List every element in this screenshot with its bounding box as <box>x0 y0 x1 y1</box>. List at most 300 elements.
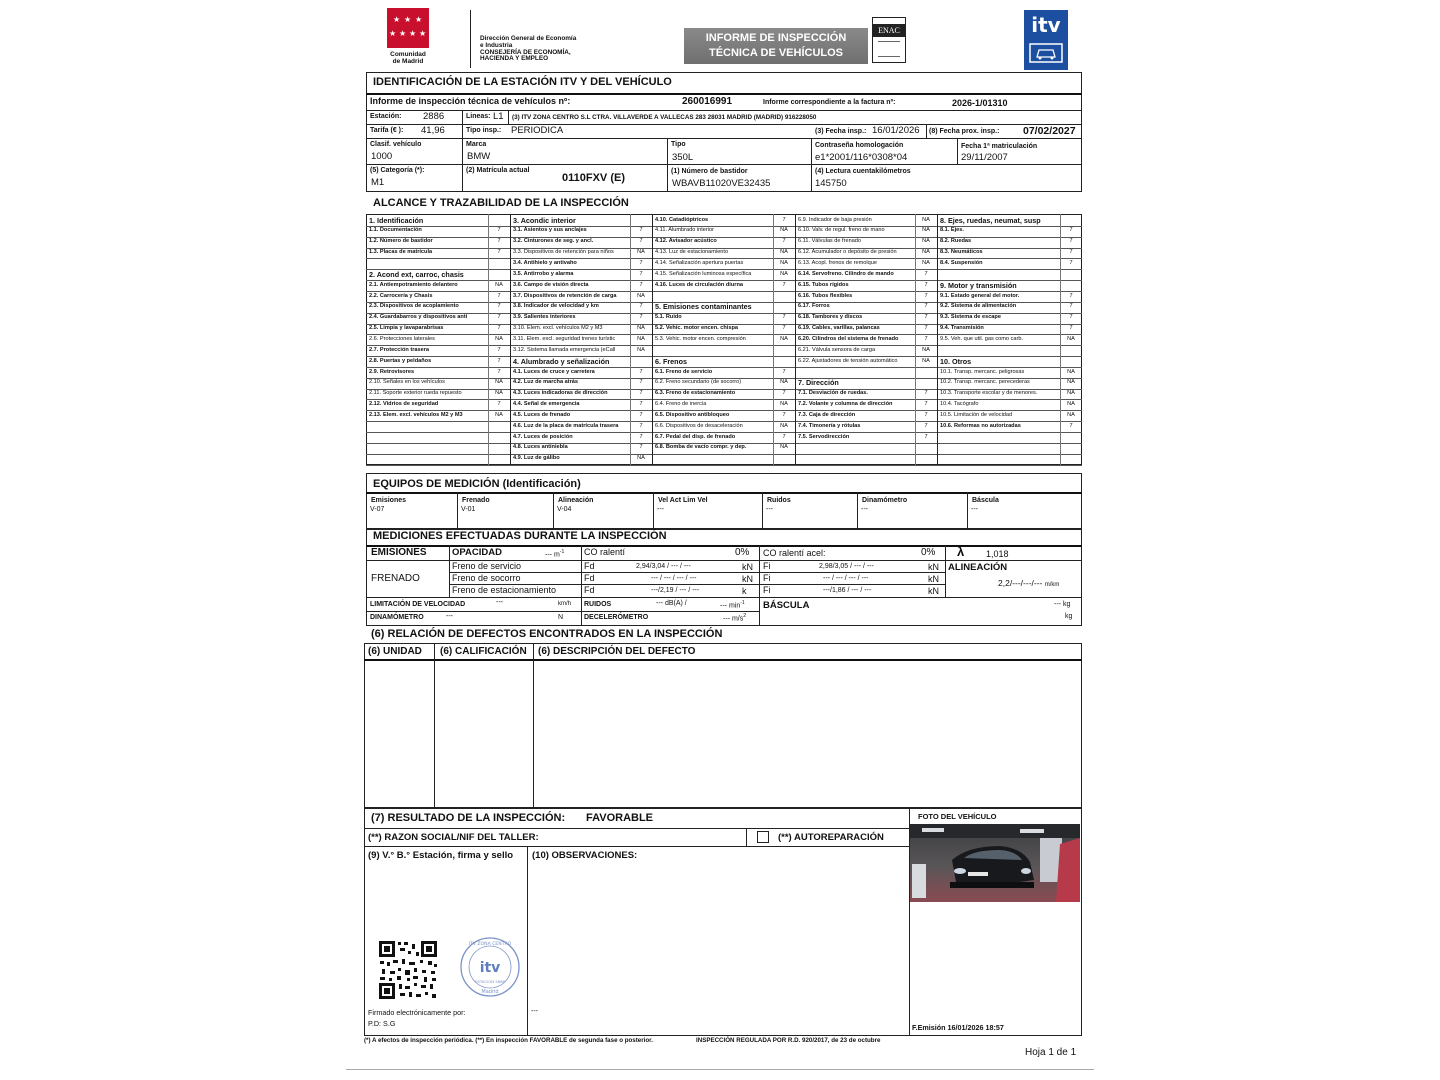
scope-item-label: 7.5. Servodirección <box>798 433 850 440</box>
fd-label-emergency: Fd <box>584 573 595 583</box>
scope-item-value: NA <box>637 335 645 342</box>
equipment-value: V-04 <box>557 506 572 513</box>
scope-item-value: 7 <box>924 292 928 299</box>
scope-item-value: NA <box>780 270 788 277</box>
decelerometer-unit: 2 <box>743 613 746 619</box>
scale-value-1: --- kg <box>1054 601 1071 608</box>
footer-note: (*) A efectos de inspección periódica. (**) En inspección FAVORABLE de segunda fase o posterior. <box>364 1037 653 1044</box>
scope-item-label: 3.8. Indicador de velocidad y km <box>513 303 599 310</box>
co-idle-value: 0% <box>735 547 750 558</box>
workshop-label: (**) RAZON SOCIAL/NIF DEL TALLER: <box>368 832 539 843</box>
dynamometer-unit: N <box>558 614 564 621</box>
fee-label: Tarifa (€ ): <box>370 127 404 134</box>
department-block <box>480 36 576 63</box>
page-number: Hoja 1 de 1 <box>1025 1047 1077 1058</box>
scope-item-label: 6.6. Dispositivos de desaceleración <box>655 422 743 429</box>
equipment-label: Báscula <box>972 497 999 504</box>
scope-item-label: 2.8. Puertas y peldaños <box>369 357 432 364</box>
scope-item-value: 7 <box>924 401 928 408</box>
scope-item-value: NA <box>780 227 788 234</box>
region-name-line1: Comunidad <box>390 51 426 58</box>
dynamometer-label: DINAMÓMETRO <box>370 614 424 621</box>
scope-value-divider <box>630 214 631 465</box>
scope-item-label: 7.1. Desviación de ruedas. <box>798 390 868 397</box>
scope-item-label: 3.4. Antihielo y antivaho <box>513 260 577 266</box>
equipment-label: Alineación <box>558 497 594 504</box>
defects-col-unit: (6) UNIDAD <box>368 646 422 657</box>
scope-item-value: 7 <box>924 314 928 321</box>
scope-item-label: 5.3. Vehic. motor encen. compresión <box>655 335 746 342</box>
scope-item-label: 6.2. Freno secundario (de socorro) <box>655 379 742 386</box>
scope-item-label: 6.11. Válvulas de frenado <box>798 238 862 245</box>
scope-group-heading: 8. Ejes, ruedas, neumat, susp <box>940 215 1041 225</box>
scope-item-label: 6.21. Válvula sensora de carga <box>798 346 876 353</box>
scope-item-label: 1.1. Documentación <box>369 227 422 234</box>
defects-col-rating: (6) CALIFICACIÓN <box>440 646 527 657</box>
scope-value-divider <box>488 214 489 465</box>
equipment-value: V-01 <box>461 506 476 513</box>
approval-label: (9) V.° B.° Estación, firma y sello <box>368 850 514 861</box>
decelerometer-label: DECELERÓMETRO <box>584 614 649 621</box>
scope-item-value: NA <box>1067 379 1075 386</box>
scope-group-heading: 9. Motor y transmisión <box>940 280 1017 290</box>
scope-item-value: NA <box>495 281 503 288</box>
odometer-value: 145750 <box>815 178 847 189</box>
co-idle-accel-label: CO ralentí acel: <box>763 548 826 558</box>
scope-item-label: 6.19. Cables, varillas, palancas <box>798 325 880 332</box>
scope-item-value: 7 <box>497 357 501 364</box>
vehicle-photo <box>910 824 1080 902</box>
scope-item-value: NA <box>780 444 788 451</box>
scope-item-label: 6.15. Tubos rígidos <box>798 281 849 288</box>
speed-limit-label: LIMITACIÓN DE VELOCIDAD <box>370 601 466 608</box>
fi-label-parking: Fi <box>763 585 771 595</box>
equipment-value: --- <box>766 506 773 513</box>
equipment-divider <box>553 492 554 529</box>
scope-item-label: 3.7. Dispositivos de retención de carga <box>513 292 617 299</box>
scope-item-label: 2.11. Soporte exterior rueda repuesto <box>369 390 462 397</box>
fi-service-unit: kN <box>928 562 939 572</box>
homologation-value: e1*2001/116*0308*04 <box>815 152 908 163</box>
invoice-value: 2026-1/01310 <box>952 98 1008 108</box>
scope-item-value: 7 <box>782 411 786 418</box>
scope-item-value: 7 <box>924 303 928 310</box>
scope-item-value: 7 <box>639 238 643 245</box>
scope-item-value: 7 <box>639 368 643 375</box>
scope-group-heading: 7. Dirección <box>798 378 839 388</box>
svg-text:★: ★ <box>415 15 423 24</box>
equipment-label: Emisiones <box>371 497 407 504</box>
fd-parking-unit: k <box>742 586 747 596</box>
scope-item-value: NA <box>637 292 645 299</box>
scope-item-value: 7 <box>782 368 786 375</box>
first-registration-value: 29/11/2007 <box>961 152 1008 163</box>
fi-parking-value: ---/1,86 / --- / --- <box>823 587 872 594</box>
scope-item-value: NA <box>922 238 930 245</box>
scope-group-heading: 4. Alumbrado y señalización <box>513 356 610 366</box>
scale-value-2: kg <box>1065 613 1073 620</box>
department-line1: Dirección General de Economía <box>480 35 577 42</box>
fee-value: 41,96 <box>421 125 445 136</box>
scope-item-value: 7 <box>639 422 643 429</box>
scope-item-value: NA <box>780 379 788 386</box>
noise-rpm-text: --- min <box>720 602 741 610</box>
scope-item-value: 7 <box>924 422 928 429</box>
scope-item-label: 4.15. Señalización luminosa específica <box>655 270 752 277</box>
scope-item-label: 1.3. Placas de matrícula <box>369 249 433 256</box>
scope-item-value: 7 <box>497 314 501 321</box>
plate-value: 0110FXV (E) <box>562 172 625 184</box>
scope-item-label: 6.14. Servofreno. Cilindro de mando <box>798 270 894 277</box>
scope-group-heading: 6. Frenos <box>655 356 687 366</box>
scope-item-label: 3.6. Campo de visión directa <box>513 281 589 288</box>
scope-item-value: 7 <box>1069 314 1073 321</box>
scope-item-value: 7 <box>782 238 786 245</box>
scope-item-label: 2.12. Vidrios de seguridad <box>369 401 439 408</box>
scope-item-label: 6.7. Pedal del disp. de frenado <box>655 433 736 440</box>
scope-item-label: 9.2. Sistema de alimentación <box>940 303 1017 310</box>
scope-item-label: 8.1. Ejes. <box>940 227 964 234</box>
scope-item-value: 7 <box>924 433 928 440</box>
scope-item-label: 7.4. Timonería y rótulas <box>798 422 861 429</box>
plate-label: (2) Matrícula actual <box>466 167 530 174</box>
odometer-label: (4) Lectura cuentakilómetros <box>815 168 911 175</box>
fi-emergency-value: --- / --- / --- / --- <box>823 575 869 582</box>
scope-column-divider <box>795 214 796 465</box>
equipment-divider <box>457 492 458 529</box>
scope-item-value: 7 <box>1069 303 1073 310</box>
alignment-label: ALINEACIÓN <box>948 562 1008 573</box>
observations-value: --- <box>531 1008 538 1015</box>
scope-item-value: 7 <box>497 238 501 245</box>
scope-item-label: 3.10. Elem. excl. vehículos M2 y M3 <box>513 325 603 332</box>
lambda-value: 1,018 <box>986 549 1009 559</box>
scope-item-label: 10.4. Tacógrafo <box>940 401 979 408</box>
report-banner <box>684 28 868 64</box>
scope-item-label: 8.3. Neumáticos <box>940 249 983 256</box>
opacity-value-text: --- m <box>545 551 560 559</box>
scope-item-label: 2.1. Antiempotramiento delantero <box>369 281 458 288</box>
scope-item-value: NA <box>922 260 930 266</box>
scope-item-label: 9.4. Transmisión <box>940 325 984 332</box>
scope-item-value: 7 <box>497 368 501 375</box>
qr-code-icon <box>378 940 438 1000</box>
scope-item-value: NA <box>495 411 503 418</box>
inspection-type-label: Tipo insp.: <box>466 127 502 134</box>
equipment-divider <box>967 492 968 529</box>
defects-col-description: (6) DESCRIPCIÓN DEL DEFECTO <box>538 646 696 657</box>
brand-label: Marca <box>466 141 487 148</box>
scope-item-value: NA <box>637 249 645 256</box>
scope-value-divider <box>915 214 916 465</box>
report-number-value: 260016991 <box>682 96 733 107</box>
scope-item-label: 6.12. Acumulador o depósito de presión <box>798 249 897 256</box>
banner-line1: INFORME DE INSPECCIÓN <box>705 32 847 44</box>
region-logo-text <box>384 51 432 65</box>
autoreparacion-checkbox[interactable] <box>757 831 769 843</box>
scope-item-label: 7.3. Caja de dirección <box>798 411 856 418</box>
scope-item-value: 7 <box>782 390 786 397</box>
scope-item-value: 7 <box>639 433 643 440</box>
fi-service-value: 2,98/3,05 / --- / --- <box>819 563 874 570</box>
scope-item-value: 7 <box>639 314 643 321</box>
equipment-label: Dinamómetro <box>862 497 908 504</box>
co-idle-label: CO ralentí <box>584 547 626 557</box>
lambda-symbol: λ <box>957 544 965 559</box>
scope-item-label: 10.3. Transporte escolar y de menores. <box>940 390 1038 397</box>
stamp-top-text: ITV ZONA CENTRO <box>468 942 512 947</box>
stars-icon <box>387 8 429 48</box>
scope-group-heading: 2. Acond ext, carroc, chasis <box>369 269 464 279</box>
equipment-title: EQUIPOS DE MEDICIÓN (Identificación) <box>373 478 581 490</box>
enac-logo <box>872 17 906 63</box>
braking-label: FRENADO <box>371 573 420 584</box>
scope-item-value: NA <box>780 422 788 429</box>
scope-column-divider <box>652 214 653 465</box>
noise-rpm-unit: -1 <box>740 600 745 606</box>
scope-column-divider <box>937 214 938 465</box>
measurements-title: MEDICIONES EFECTUADAS DURANTE LA INSPECCIÓN <box>373 530 667 542</box>
scope-item-label: 4.14. Señalización apertura puertas <box>655 260 744 266</box>
scope-item-value: 7 <box>1069 422 1073 429</box>
opacity-value <box>545 549 564 558</box>
scope-group-heading: 5. Emisiones contaminantes <box>655 302 752 312</box>
alignment-value <box>998 578 1059 588</box>
scope-item-label: 8.4. Suspensión <box>940 260 983 266</box>
fd-label-parking: Fd <box>584 585 595 595</box>
vehicle-class-value: 1000 <box>371 151 393 162</box>
scope-item-label: 7.2. Volante y columna de dirección <box>798 401 893 408</box>
equipment-divider <box>762 492 763 529</box>
inspection-date-label: (3) Fecha insp.: <box>815 128 867 135</box>
opacity-unit: -1 <box>559 549 565 555</box>
scope-item-value: 7 <box>639 401 643 408</box>
scope-item-value: 7 <box>1069 292 1073 299</box>
opacity-label: OPACIDAD <box>452 547 502 558</box>
footer-regulation: INSPECCIÓN REGULADA POR R.D. 920/2017, de 23 de octubre <box>696 1037 881 1044</box>
result-value: FAVORABLE <box>586 812 654 824</box>
scope-item-value: 7 <box>497 227 501 234</box>
scope-item-label: 3.3. Dispositivos de retención para niños <box>513 249 614 256</box>
fd-service-value: 2,94/3,04 / --- / --- <box>636 563 691 570</box>
next-inspection-value: 07/02/2027 <box>1023 125 1076 137</box>
brand-value: BMW <box>467 151 491 162</box>
scope-item-value: 7 <box>924 335 928 342</box>
scope-item-value: 7 <box>924 270 928 277</box>
scope-item-value: 7 <box>497 249 501 256</box>
equipment-divider <box>653 492 654 529</box>
scope-item-label: 4.3. Luces indicadoras de dirección <box>513 390 608 397</box>
issue-date-label: F.Emisión 16/01/2026 18:57 <box>912 1023 1004 1032</box>
category-value: M1 <box>371 177 385 188</box>
scope-item-label: 4.1. Luces de cruce y carretera <box>513 368 595 375</box>
scope-item-label: 6.22. Ajustadores de tensión automático <box>798 357 898 364</box>
scope-item-label: 2.3. Dispositivos de acoplamiento <box>369 303 459 310</box>
svg-text:★: ★ <box>389 29 397 38</box>
station-value: 2886 <box>423 111 445 122</box>
department-line3: CONSEJERÍA DE ECONOMÍA, <box>480 48 571 56</box>
scope-item-label: 4.16. Luces de circulación diurna <box>655 281 743 288</box>
scope-item-value: 7 <box>924 281 928 288</box>
scope-item-value: 7 <box>924 390 928 397</box>
emissions-label: EMISIONES <box>371 547 427 558</box>
identification-title: IDENTIFICACIÓN DE LA ESTACIÓN ITV Y DEL VEHÍCULO <box>373 76 672 88</box>
scope-item-label: 6.3. Freno de estacionamiento <box>655 390 736 397</box>
dynamometer-value: --- <box>446 613 453 620</box>
scope-item-value: 7 <box>639 281 643 288</box>
scope-group-heading: 10. Otros <box>940 356 972 366</box>
scope-item-value: NA <box>922 357 930 364</box>
scope-item-label: 6.10. Valv. de regul. freno de mano <box>798 227 885 234</box>
car-icon <box>1026 40 1066 66</box>
station-stamp <box>458 935 522 999</box>
itv-logo <box>1024 10 1068 70</box>
equipment-value: --- <box>971 506 978 513</box>
scope-item-label: 2.5. Limpia y lavaparabrisas <box>369 325 444 332</box>
scope-item-label: 6.5. Dispositivo antibloqueo <box>655 411 730 418</box>
scope-item-label: 2.9. Retrovisores <box>369 368 415 375</box>
scope-item-label: 4.13. Luz de estacionamiento <box>655 249 729 256</box>
svg-text:★: ★ <box>399 29 407 38</box>
scope-item-label: 6.16. Tubos flexibles <box>798 292 853 299</box>
scope-item-label: 6.18. Tambores y discos <box>798 314 863 321</box>
report-number-label: Informe de inspección técnica de vehículos nº: <box>370 96 571 106</box>
scope-item-label: 4.6. Luz de la placa de matrícula trasera <box>513 422 619 429</box>
scope-item-value: 7 <box>924 325 928 332</box>
station-label: Estación: <box>370 113 402 120</box>
scope-item-label: 6.1. Freno de servicio <box>655 368 713 375</box>
scope-item-value: 7 <box>782 433 786 440</box>
fd-emergency-value: --- / --- / --- / --- <box>651 575 697 582</box>
scope-item-value: NA <box>922 216 930 223</box>
fi-parking-unit: kN <box>928 586 939 596</box>
scope-item-value: 7 <box>639 444 643 451</box>
scope-item-value: 7 <box>1069 238 1073 245</box>
scope-item-value: 7 <box>497 346 501 353</box>
scope-item-value: 7 <box>497 401 501 408</box>
scope-item-value: 7 <box>639 390 643 397</box>
scope-item-value: NA <box>1067 368 1075 375</box>
scope-item-label: 2.13. Elem. excl. vehículos M2 y M3 <box>369 411 463 418</box>
fi-emergency-unit: kN <box>928 574 939 584</box>
type-label: Tipo <box>671 141 686 148</box>
scope-item-label: 8.2. Ruedas <box>940 238 972 245</box>
stamp-bottom-text: ESTACIÓN 2886 <box>475 979 505 984</box>
scope-item-value: 7 <box>924 411 928 418</box>
equipment-divider <box>857 492 858 529</box>
chassis-label: (1) Número de bastidor <box>671 168 748 175</box>
equipment-label: Ruidos <box>767 497 791 504</box>
equipment-label: Frenado <box>462 497 490 504</box>
inspection-type-value: PERIODICA <box>511 125 564 136</box>
scope-item-label: 5.2. Vehic. motor encen. chispa <box>655 325 739 332</box>
scope-item-label: 2.6. Protecciones laterales <box>369 335 435 342</box>
svg-text:★: ★ <box>404 15 412 24</box>
defects-title: (6) RELACIÓN DE DEFECTOS ENCONTRADOS EN LA INSPECCIÓN <box>371 628 723 640</box>
type-value: 350L <box>672 152 694 163</box>
co-idle-accel-value: 0% <box>921 547 936 558</box>
scope-item-value: 7 <box>497 292 501 299</box>
scope-item-label: 3.2. Cinturones de seg. y ancl. <box>513 238 594 245</box>
emergency-brake-label: Freno de socorro <box>452 573 521 583</box>
scope-item-value: NA <box>1067 390 1075 397</box>
itv-logo-text: itv <box>1031 13 1061 37</box>
scope-item-value: NA <box>637 455 645 462</box>
scope-item-label: 4.10. Catadióptricos <box>655 216 709 223</box>
scope-item-value: 7 <box>782 325 786 332</box>
scope-item-label: 5.1. Ruido <box>655 314 682 321</box>
scope-item-label: 4.4. Señal de emergencia <box>513 401 580 408</box>
scope-item-value: NA <box>495 390 503 397</box>
scope-item-value: 7 <box>782 216 786 223</box>
scope-item-value: 7 <box>782 314 786 321</box>
scope-item-value: 7 <box>1069 325 1073 332</box>
stamp-city-text: Madrid <box>481 989 499 995</box>
scope-value-divider <box>773 214 774 465</box>
scope-item-value: NA <box>637 325 645 332</box>
fd-service-unit: kN <box>742 562 753 572</box>
scope-item-label: 2.2. Carrocería y Chasis <box>369 292 433 299</box>
fd-parking-value: ---/2,19 / --- / --- <box>651 587 700 594</box>
signed-by-value: P.D: S.G <box>368 1019 396 1028</box>
scope-item-value: NA <box>780 260 788 266</box>
vehicle-class-label: Clasif. vehículo <box>370 141 422 148</box>
parking-brake-label: Freno de estacionamiento <box>452 585 557 595</box>
noise-value: --- dB(A) / <box>656 600 687 607</box>
speed-limit-unit: km/h <box>558 601 572 607</box>
scope-item-value: 7 <box>782 281 786 288</box>
scope-item-value: 7 <box>639 303 643 310</box>
scope-item-value: NA <box>1067 401 1075 408</box>
invoice-label: Informe correspondiente a la factura nº: <box>763 99 896 106</box>
station-company: (3) ITV ZONA CENTRO S.L CTRA. VILLAVERDE A VALLECAS 283 28031 MADRID (MADRID) 916228050 <box>512 114 817 121</box>
scope-item-value: 7 <box>639 411 643 418</box>
scope-item-label: 3.12. Sistema llamada emergencia (eCall <box>513 346 616 353</box>
first-registration-label: Fecha 1ª matriculación <box>961 143 1038 150</box>
lines-label: Lineas: <box>466 113 491 120</box>
scope-item-label: 10.5. Limitación de velocidad <box>940 411 1013 418</box>
svg-text:★: ★ <box>419 29 427 38</box>
scope-item-value: 7 <box>639 227 643 234</box>
scope-item-value: NA <box>1067 335 1075 342</box>
madrid-flag-logo <box>387 8 429 48</box>
alignment-unit: m/km <box>1044 582 1060 588</box>
scope-item-label: 3.5. Antirrobo y alarma <box>513 270 574 277</box>
region-name-line2: de Madrid <box>392 58 424 65</box>
scope-item-value: NA <box>780 249 788 256</box>
scope-item-label: 2.7. Protección trasera <box>369 346 430 353</box>
scope-item-label: 3.11. Elem. excl. seguridad trenes turístic <box>513 335 616 342</box>
scope-item-value: 7 <box>1069 249 1073 256</box>
scope-title: ALCANCE Y TRAZABILIDAD DE LA INSPECCIÓN <box>373 197 629 209</box>
scope-item-value: 7 <box>1069 227 1073 234</box>
scope-item-label: 4.9. Luz de gálibo <box>513 455 560 462</box>
scope-item-label: 4.7. Luces de posición <box>513 433 573 440</box>
scope-item-value: NA <box>922 227 930 234</box>
fi-label-emergency: Fi <box>763 573 771 583</box>
scope-item-label: 6.17. Forros <box>798 303 830 310</box>
scope-item-value: NA <box>495 379 503 386</box>
scope-item-value: 7 <box>1069 260 1073 266</box>
scope-item-label: 3.1. Asientos y sus anclajes <box>513 227 587 234</box>
alignment-value-text: 2,2/---/---/--- <box>998 578 1043 588</box>
scope-item-value: 7 <box>639 270 643 277</box>
scope-item-value: 7 <box>497 303 501 310</box>
svg-text:★: ★ <box>409 29 417 38</box>
scope-item-label: 9.1. Estado general del motor. <box>940 292 1020 299</box>
scope-item-value: NA <box>922 249 930 256</box>
homologation-label: Contraseña homologación <box>815 142 904 149</box>
